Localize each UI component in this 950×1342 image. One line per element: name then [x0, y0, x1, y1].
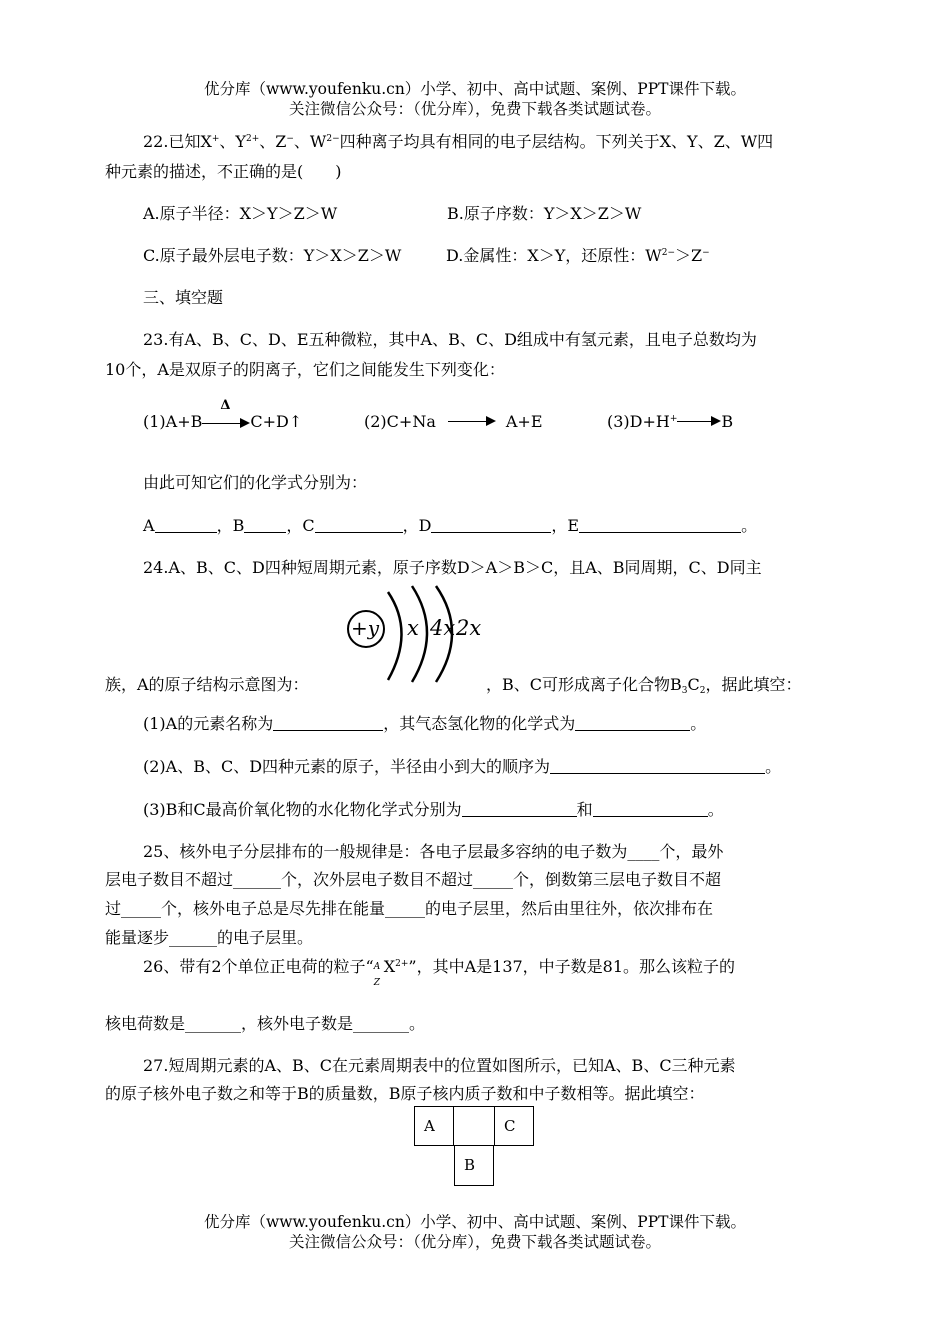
blank-c-hydroxide[interactable]: [593, 802, 708, 817]
periodic-cell-a: A: [414, 1106, 454, 1146]
q22-option-a: A.原子半径：X＞Y＞Z＞W: [143, 204, 338, 223]
electron-shell-arc-1: [388, 592, 402, 680]
page-footer-line2: 关注微信公众号：（优分库），免费下载各类试题试卷。: [288, 1233, 661, 1251]
blank-radius-order[interactable]: [550, 759, 765, 774]
page-header-line1: 优分库（www.youfenku.cn）小学、初中、高中试题、案例、PPT课件下载。: [203, 80, 747, 98]
q25-line4: 能量逐步______的电子层里。: [105, 928, 314, 947]
q23-line1: 23.有A、B、C、D、E五种微粒，其中A、B、C、D组成中有氢元素，且电子总数均为: [143, 330, 757, 349]
periodic-cell-c: C: [494, 1106, 534, 1146]
shell-3-electrons: 2x: [456, 616, 482, 640]
blank-hydride-formula[interactable]: [575, 716, 690, 731]
reaction-arrow-1: [202, 417, 250, 429]
q22-option-b: B.原子序数：Y＞X＞Z＞W: [447, 204, 642, 223]
q23-reaction-2: (2)C+Na A+E: [364, 412, 543, 431]
periodic-cell-b: B: [454, 1146, 494, 1186]
q22-line1: 22.已知X+、$Y^{2+}$、Z−、$W^{2-}$四种离子均具有相同的电子层结构。下列关于X、Y、Z、W四: [143, 132, 774, 151]
blank-element-name[interactable]: [273, 716, 383, 731]
q24-part1: (1)A的元素名称为 ，其气态氢化物的化学式为 。: [143, 714, 707, 733]
reaction-arrow-2: [448, 415, 496, 427]
q24-part2: (2)A、B、C、D四种元素的原子，半径由小到大的顺序为 。: [143, 757, 782, 776]
q24-line2-left: 族，A的原子结构示意图为：: [105, 675, 309, 694]
q23-reaction-1: (1)A+B Δ C+D↑: [143, 398, 303, 431]
q25-line2: 层电子数目不超过______个，次外层电子数目不超过_____个，倒数第三层电子数目不超: [105, 870, 722, 889]
shell-2-electrons: 4x: [430, 616, 456, 640]
page-footer-line1: 优分库（www.youfenku.cn）小学、初中、高中试题、案例、PPT课件下载。: [203, 1213, 747, 1231]
q26-line1: 26、带有2个单位正电荷的粒子“ A Z $X^{2+}$”，其中A是137，中子数是81。那么该粒子的: [143, 957, 736, 988]
blank-b-hydroxide[interactable]: [462, 802, 577, 817]
blank-d[interactable]: [431, 518, 551, 533]
q26-line2: 核电荷数是_______，核外电子数是_______。: [105, 1014, 426, 1033]
q23-prompt: 由此可知它们的化学式分别为：: [143, 473, 368, 492]
q27-line2: 的原子核外电子数之和等于B的质量数，B原子核内质子数和中子数相等。据此填空：: [105, 1084, 705, 1103]
nuclide-notation: A Z: [373, 962, 381, 988]
blank-a[interactable]: [155, 518, 217, 533]
q25-line1: 25、核外电子分层排布的一般规律是：各电子层最多容纳的电子数为____个，最外: [143, 842, 724, 861]
q24-line2-right: ，B、C可形成离子化合物$B_3C_2$，据此填空：: [486, 675, 802, 696]
q23-reaction-3: (3)D+H+ B: [607, 412, 734, 431]
q24-part3: (3)B和C最高价氧化物的水化物化学式分别为 和 。: [143, 800, 724, 819]
q22-option-d: D.金属性：X＞Y，还原性：$W^{2-}>Z^-$: [446, 246, 710, 265]
blank-b[interactable]: [244, 518, 286, 533]
page-header-line2: 关注微信公众号：（优分库），免费下载各类试题试卷。: [288, 100, 661, 118]
reaction-arrow-3: [677, 415, 721, 427]
periodic-cell-empty: [454, 1106, 494, 1146]
blank-c[interactable]: [315, 518, 403, 533]
q25-line3: 过_____个，核外电子总是尽先排在能量_____的电子层里，然后由里往外，依次排布在: [105, 899, 714, 918]
nucleus-charge: +y: [351, 616, 380, 640]
q23-answer-blanks: A ，B ，C ，D ，E 。: [143, 516, 758, 535]
q27-line1: 27.短周期元素的A、B、C在元素周期表中的位置如图所示，已知A、B、C三种元素: [143, 1056, 736, 1075]
atom-structure-diagram: [340, 582, 490, 692]
shell-1-electrons: x: [407, 616, 419, 640]
q23-line2: 10个，A是双原子的阴离子，它们之间能发生下列变化：: [105, 360, 505, 379]
q24-line1: 24.A、B、C、D四种短周期元素，原子序数D＞A＞B＞C，且A、B同周期，C、D同主: [143, 558, 762, 577]
q22-option-c: C.原子最外层电子数：Y＞X＞Z＞W: [143, 246, 402, 265]
q22-line2: 种元素的描述，不正确的是( ): [105, 162, 342, 181]
section-title-fill-in: 三、填空题: [143, 288, 224, 307]
blank-e[interactable]: [579, 518, 741, 533]
heat-condition-label: Δ: [220, 398, 231, 413]
